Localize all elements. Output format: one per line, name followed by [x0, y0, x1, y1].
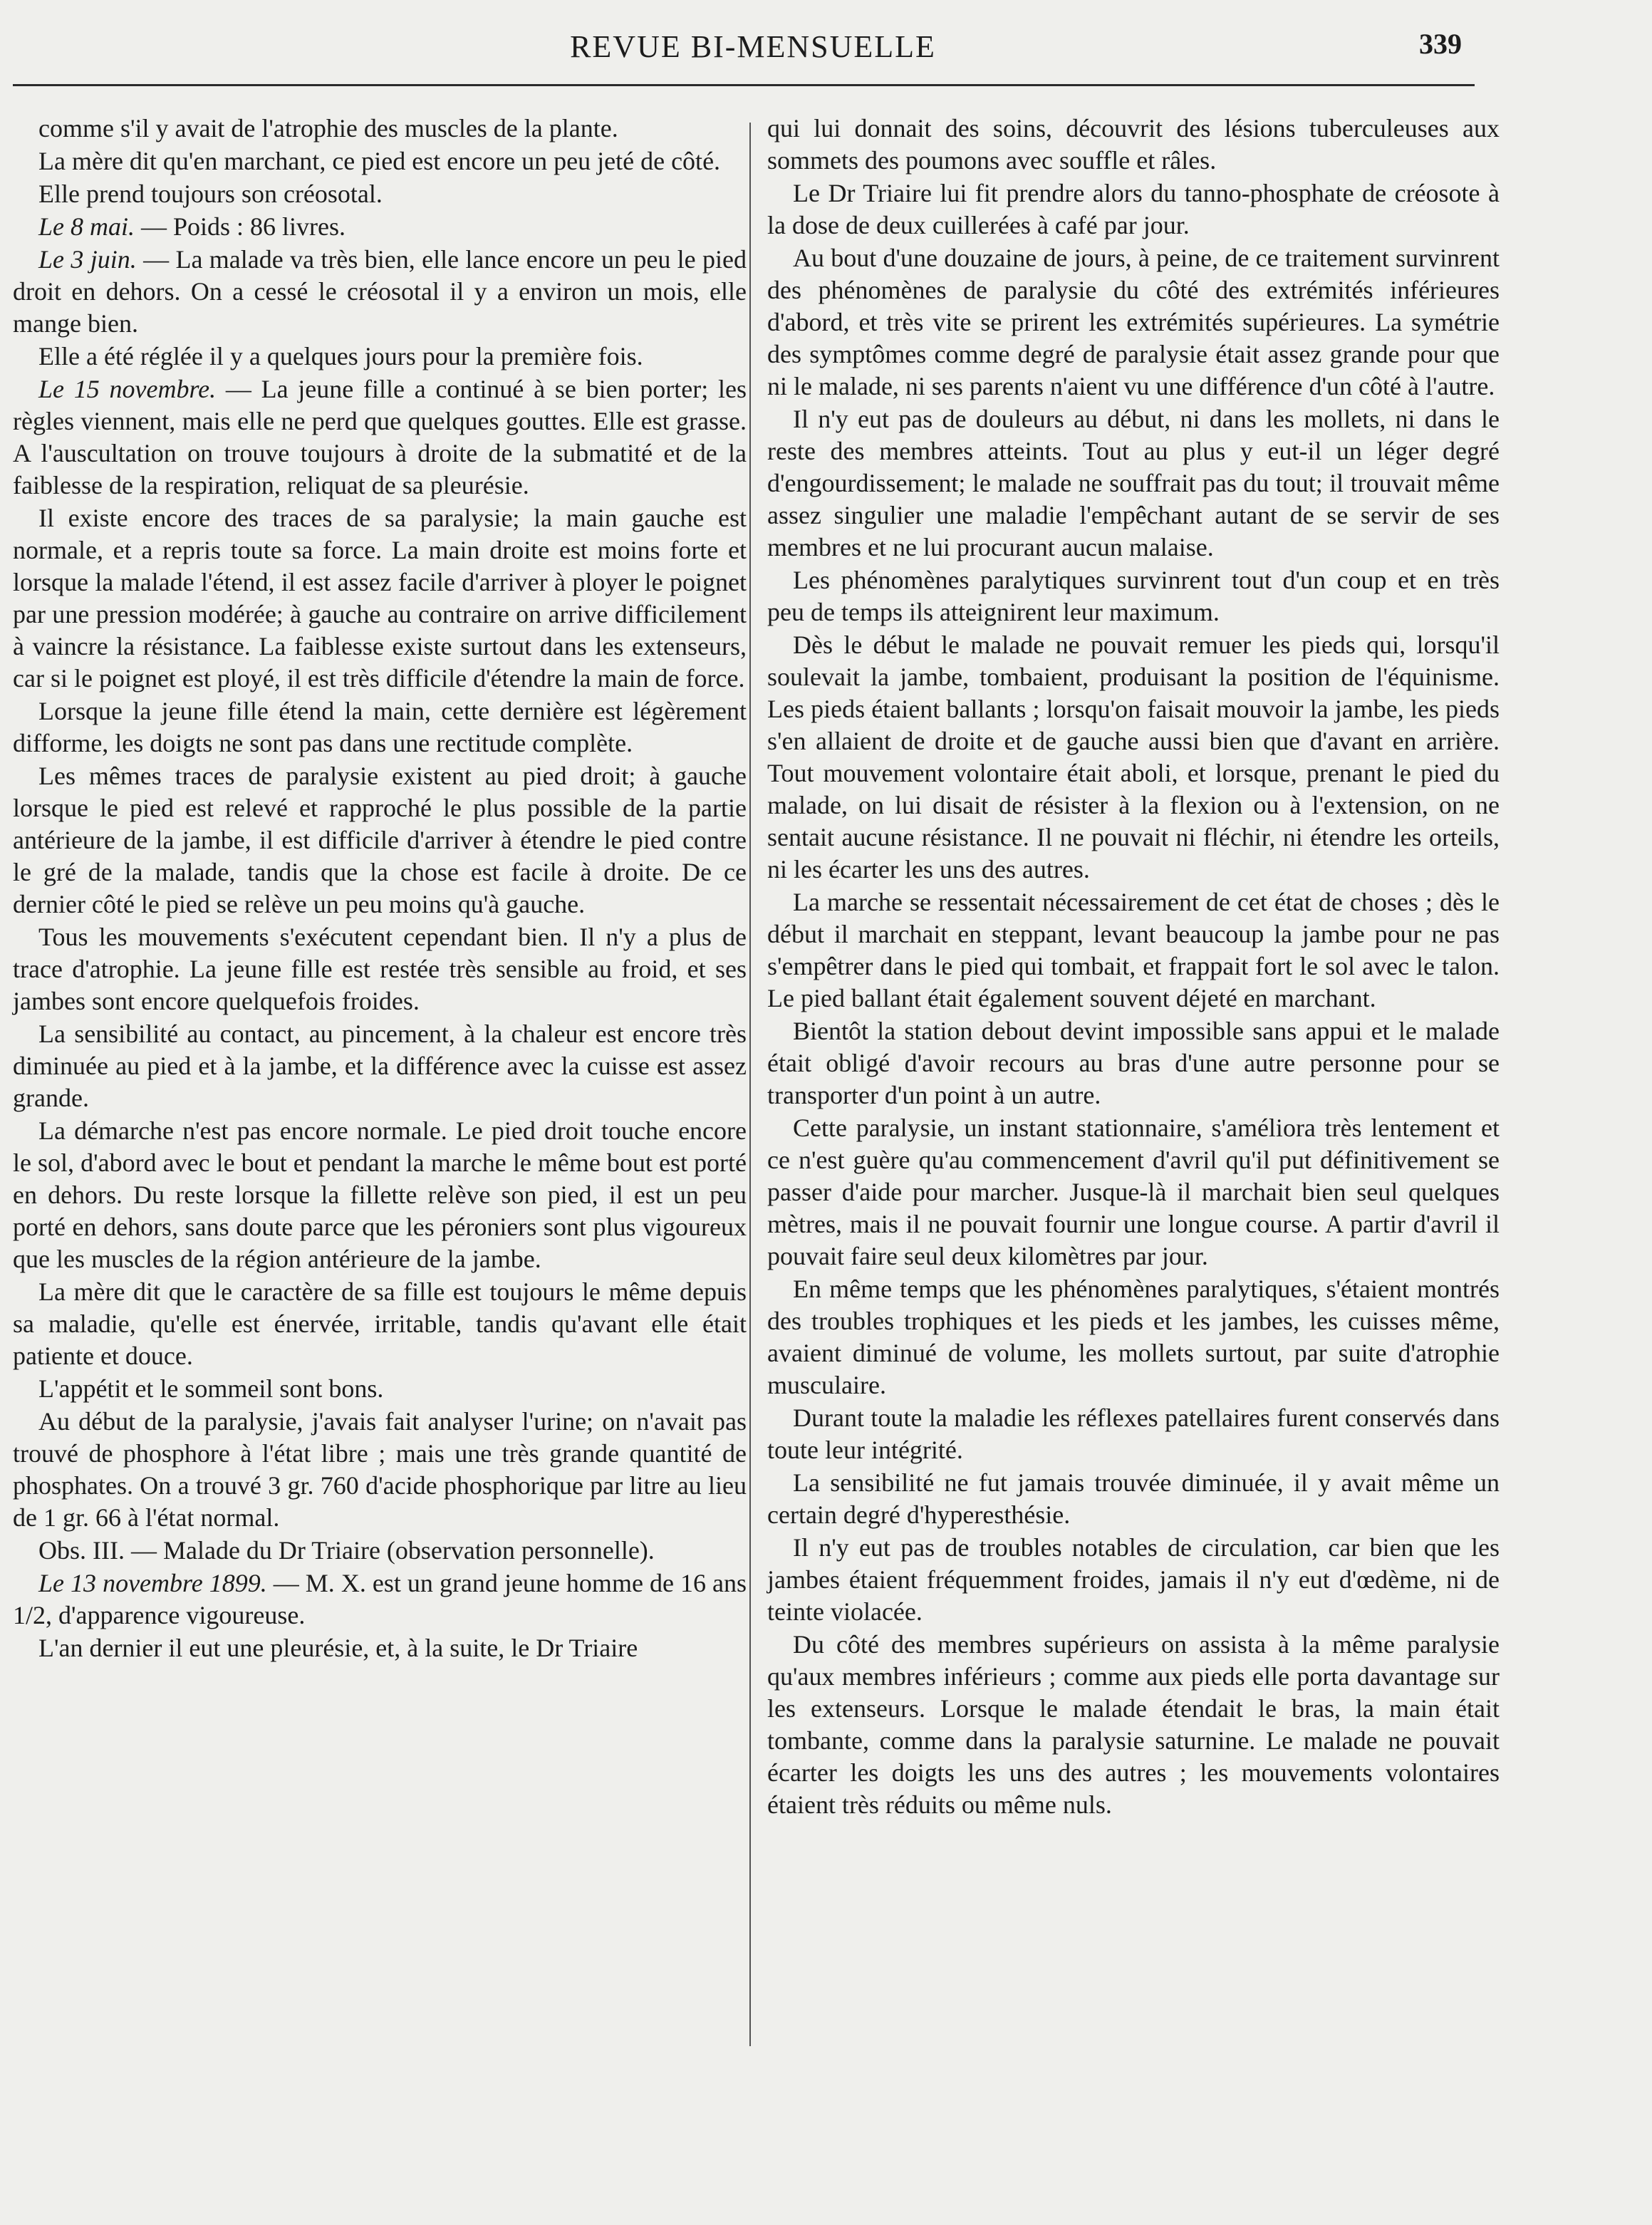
paragraph-text: comme s'il y avait de l'atrophie des muscles de la plante. [38, 114, 618, 142]
column-divider [749, 123, 751, 2046]
paragraph [767, 403, 1500, 564]
paragraph-text: Elle a été réglée il y a quelques jours pour la première fois. [38, 342, 643, 370]
paragraph-text: Dès le début le malade ne pouvait remuer les pieds qui, lorsqu'il soulevait la jambe, tombaient, produisant la position de l'équinisme. Les pieds étaient ballants ; lorsqu'on faisait mouvoir la jambe, les pieds s'en allaient de droite et de gauche aussi bien que d'avant en arrière. Tout mouvement volontaire était aboli, et lorsque, prenant le pied du malade, on lui disait de résister à la flexion ou à l'extension, on ne sentait aucune résistance. Il ne pouvait ni fléchir, ni étendre les orteils, ni les écarter les uns des autres. [767, 631, 1500, 883]
paragraph [13, 373, 747, 502]
paragraph [13, 341, 747, 373]
paragraph-text: La sensibilité ne fut jamais trouvée diminuée, il y avait même un certain degré d'hyperesthésie. [767, 1468, 1500, 1529]
paragraph-text: — La malade va très bien, elle lance encore un peu le pied droit en dehors. On a cessé le créosotal il y a environ un mois, elle mange bien. [13, 245, 747, 338]
paragraph-text: Il existe encore des traces de sa paralysie; la main gauche est normale, et a repris toute sa force. La main droite est moins forte et lorsque la malade l'étend, il est assez facile d'arriver à ployer le poignet par une pression modérée; à gauche au contraire on arrive difficilement à vaincre la résistance. La faiblesse existe surtout dans les extenseurs, car si le poignet est ployé, il est très difficile d'étendre la main de force. [13, 504, 747, 693]
paragraph-text: Tous les mouvements s'exécutent cependant bien. Il n'y a plus de trace d'atrophie. La jeune fille est restée très sensible au froid, et ses jambes sont encore quelquefois froides. [13, 923, 747, 1015]
paragraph [13, 145, 747, 177]
paragraph [767, 242, 1500, 403]
left-column [13, 113, 747, 1664]
paragraph-text: — M. X. est un grand jeune homme de 16 ans 1/2, d'apparence vigoureuse. [13, 1569, 747, 1629]
paragraph-text: qui lui donnait des soins, découvrit des lésions tuberculeuses aux sommets des poumons avec souffle et râles. [767, 114, 1500, 175]
paragraph [13, 1535, 747, 1567]
paragraph-text: Au début de la paralysie, j'avais fait analyser l'urine; on n'avait pas trouvé de phosphore à l'état libre ; mais une très grande quantité de phosphates. On a trouvé 3 gr. 760 d'acide phosphorique par litre au lieu de 1 gr. 66 à l'état normal. [13, 1407, 747, 1532]
page-header [0, 28, 1652, 71]
paragraph [767, 1467, 1500, 1531]
paragraph-text: Cette paralysie, un instant stationnaire, s'améliora très lentement et ce n'est guère qu'au commencement d'avril qu'il put définitivement se passer d'aide pour marcher. Jusque-là il marchait bien seul quelques mètres, mais il ne pouvait fournir une longue course. A partir d'avril il pouvait faire seul deux kilomètres par jour. [767, 1114, 1500, 1270]
paragraph-text: Les phénomènes paralytiques survinrent tout d'un coup et en très peu de temps ils atteignirent leur maximum. [767, 566, 1500, 626]
date-lead: Le 3 juin. [38, 245, 137, 274]
paragraph-text: L'appétit et le sommeil sont bons. [38, 1374, 384, 1403]
paragraph-text: Il n'y eut pas de douleurs au début, ni dans les mollets, ni dans le reste des membres atteints. Tout au plus y eut-il un léger degré d'engourdissement; le malade ne souffrait pas du tout; il trouvait même assez singulier une maladie l'empêchant autant de se servir de ses membres et ne lui procurant aucun malaise. [767, 405, 1500, 561]
paragraph-text: Bientôt la station debout devint impossible sans appui et le malade était obligé d'avoir recours au bras d'une autre personne pour se transporter d'un point à un autre. [767, 1017, 1500, 1109]
paragraph [13, 1373, 747, 1405]
paragraph [13, 1115, 747, 1275]
paragraph-text: Les mêmes traces de paralysie existent au pied droit; à gauche lorsque le pied est relevé et rapproché le plus possible de la partie antérieure de la jambe, il est difficile d'arriver à étendre le pied contre le gré de la malade, tandis que la chose est facile à droite. De ce dernier côté le pied se relève un peu moins qu'à gauche. [13, 762, 747, 918]
paragraph-text: Du côté des membres supérieurs on assista à la même paralysie qu'aux membres inférieurs ; comme aux pieds elle porta davantage sur les extenseurs. Lorsque le malade étendait le bras, la main était tombante, comme dans la paralysie saturnine. Le malade ne pouvait écarter les doigts les uns des autres ; les mouvements volontaires étaient très réduits ou même nuls. [767, 1630, 1500, 1819]
paragraph-text: La démarche n'est pas encore normale. Le pied droit touche encore le sol, d'abord avec le bout et pendant la marche le même bout est porté en dehors. Du reste lorsque la fillette relève son pied, il est un peu porté en dehors, sans doute parce que les péroniers sont plus vigoureux que les muscles de la région antérieure de la jambe. [13, 1116, 747, 1273]
paragraph [767, 1015, 1500, 1111]
paragraph [767, 1629, 1500, 1821]
paragraph [13, 921, 747, 1017]
paragraph [13, 1632, 747, 1664]
paragraph [13, 178, 747, 210]
paragraph [767, 564, 1500, 628]
paragraph [13, 695, 747, 759]
paragraph [13, 1406, 747, 1534]
paragraph [767, 1273, 1500, 1401]
running-title: REVUE BI-MENSUELLE [570, 29, 936, 64]
paragraph-text: Au bout d'une douzaine de jours, à peine, de ce traitement survinrent des phénomènes de paralysie du côté des extrémités inférieures d'abord, et très vite se prirent les extrémités supérieures. La symétrie des symptômes comme degré de paralysie était assez grande pour que ni le malade, ni ses parents n'aient vu une différence d'un côté à l'autre. [767, 244, 1500, 400]
paragraph [767, 629, 1500, 886]
paragraph-text: Durant toute la maladie les réflexes patellaires furent conservés dans toute leur intégrité. [767, 1404, 1500, 1464]
paragraph [13, 113, 747, 145]
paragraph-text: Le Dr Triaire lui fit prendre alors du tanno-phosphate de créosote à la dose de deux cuillerées à café par jour. [767, 179, 1500, 239]
paragraph-text: Obs. III. — Malade du Dr Triaire (observation personnelle). [38, 1536, 655, 1565]
date-lead: Le 15 novembre. [38, 375, 217, 403]
paragraph [13, 1018, 747, 1114]
paragraph-text: Elle prend toujours son créosotal. [38, 180, 383, 208]
paragraph [13, 1276, 747, 1372]
paragraph [767, 113, 1500, 177]
page-number: 339 [1419, 28, 1462, 60]
paragraph [767, 177, 1500, 242]
paragraph [13, 244, 747, 340]
paragraph-text: La sensibilité au contact, au pincement, à la chaleur est encore très diminuée au pied et à la jambe, et la différence avec la cuisse est assez grande. [13, 1020, 747, 1112]
paragraph [13, 502, 747, 695]
paragraph-text: L'an dernier il eut une pleurésie, et, à la suite, le Dr Triaire [38, 1634, 638, 1662]
paragraph [767, 1112, 1500, 1272]
paragraph [767, 1532, 1500, 1628]
paragraph-text: — La jeune fille a continué à se bien porter; les règles viennent, mais elle ne perd que quelques gouttes. Elle est grasse. A l'auscultation on trouve toujours à droite de la submatité et de la faiblesse de la respiration, reliquat de sa pleurésie. [13, 375, 747, 499]
paragraph [767, 1402, 1500, 1466]
date-lead: Le 13 novembre 1899. [38, 1569, 267, 1597]
paragraph-text: La mère dit qu'en marchant, ce pied est encore un peu jeté de côté. [38, 147, 721, 175]
paragraph [13, 760, 747, 920]
paragraph-text: La mère dit que le caractère de sa fille est toujours le même depuis sa maladie, qu'elle est énervée, irritable, tandis qu'avant elle était patiente et douce. [13, 1277, 747, 1370]
paragraph [767, 886, 1500, 1015]
date-lead: Le 8 mai. [38, 212, 135, 241]
header-rule [13, 84, 1475, 86]
paragraph-text: Lorsque la jeune fille étend la main, cette dernière est légèrement difforme, les doigts ne sont pas dans une rectitude complète. [13, 697, 747, 757]
right-column [767, 113, 1500, 1821]
paragraph-text: En même temps que les phénomènes paralytiques, s'étaient montrés des troubles trophiques et les pieds et les jambes, les cuisses même, avaient diminué de volume, les mollets surtout, par suite d'atrophie musculaire. [767, 1275, 1500, 1399]
paragraph-text: La marche se ressentait nécessairement de cet état de choses ; dès le début il marchait en steppant, levant beaucoup la jambe pour ne pas s'empêtrer dans le pied qui tombait, et frappait fort le sol avec le talon. Le pied ballant était également souvent déjeté en marchant. [767, 888, 1500, 1012]
paragraph [13, 1567, 747, 1632]
paragraph-text: Il n'y eut pas de troubles notables de circulation, car bien que les jambes étaient fréquemment froides, jamais il n'y eut d'œdème, ni de teinte violacée. [767, 1533, 1500, 1626]
paragraph [13, 211, 747, 243]
paragraph-text: — Poids : 86 livres. [135, 212, 346, 241]
